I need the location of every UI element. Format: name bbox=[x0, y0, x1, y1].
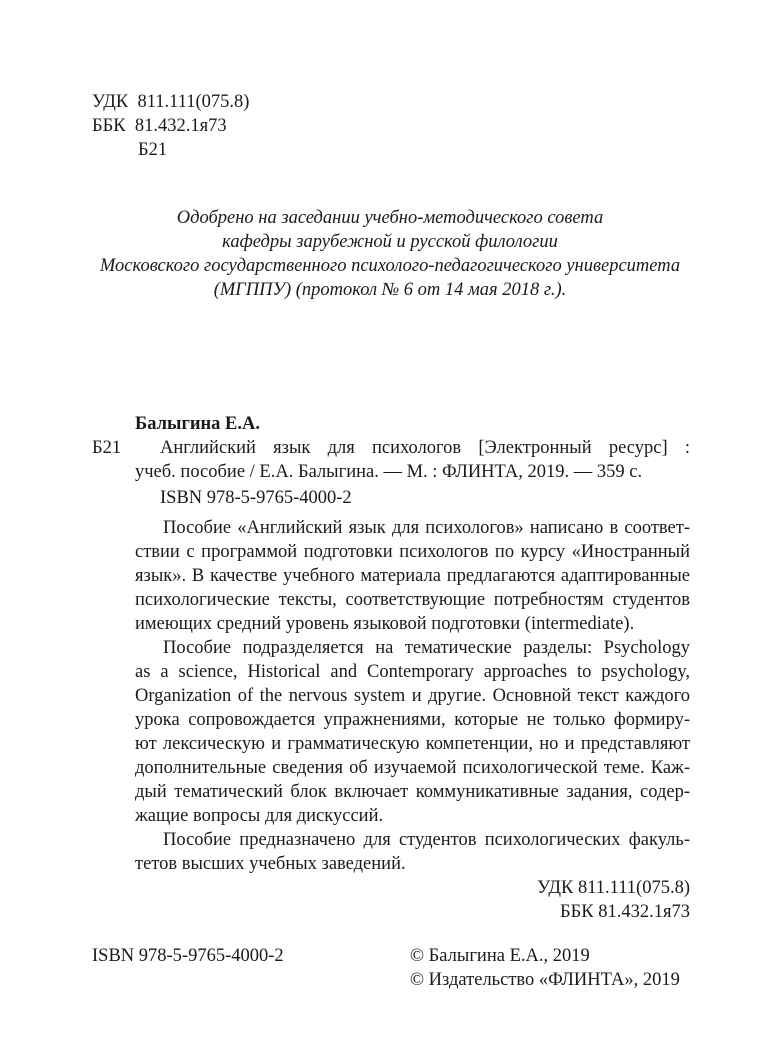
abstract-line: дый тематический блок включает коммуникативные задания, содер- bbox=[135, 782, 690, 802]
author-name: Балыгина Е.А. bbox=[135, 414, 261, 434]
abstract-line: ют лексическую и грамматическую компетенции, но и представляют bbox=[135, 734, 690, 754]
udc-code bbox=[92, 90, 249, 114]
bbk-label: ББК bbox=[92, 116, 126, 136]
approval-line: кафедры зарубежной и русской филологии bbox=[222, 232, 558, 252]
abstract-line: Пособие «Английский язык для психологов» написано в соответ- bbox=[163, 518, 690, 538]
bbk-code bbox=[92, 114, 227, 138]
author-mark-top: Б21 bbox=[138, 140, 168, 160]
approval-line: (МГППУ) (протокол № 6 от 14 мая 2018 г.). bbox=[213, 280, 567, 300]
copyright-publisher: © Издательство «ФЛИНТА», 2019 bbox=[410, 970, 680, 990]
approval-line: Одобрено на заседании учебно-методического совета bbox=[176, 208, 604, 228]
abstract-line: жащие вопросы для дискуссий. bbox=[135, 806, 384, 826]
copyright-author: © Балыгина Е.А., 2019 bbox=[410, 946, 590, 966]
approval-note bbox=[60, 206, 720, 302]
bbk-value: 81.432.1я73 bbox=[134, 116, 227, 136]
abstract-bbk: ББК 81.432.1я73 bbox=[560, 902, 690, 922]
udc-value: 811.111(075.8) bbox=[137, 92, 250, 112]
approval-line: Московского государственного психолого-педагогического университета bbox=[99, 256, 681, 276]
abstract-line: Пособие предназначено для студентов психологических факуль- bbox=[163, 830, 690, 850]
title-text-1: Английский язык для психологов [Электронный ресурс] : bbox=[160, 438, 690, 458]
abstract-line: тетов высших учебных заведений. bbox=[135, 854, 406, 874]
abstract-line: as a science, Historical and Contemporary approaches to psychology, bbox=[135, 662, 690, 682]
abstract bbox=[135, 516, 690, 924]
abstract-line: урока сопровождается упражнениями, которые не только формиру- bbox=[135, 710, 690, 730]
abstract-line: Organization of the nervous system и другие. Основной текст каждого bbox=[135, 686, 690, 706]
record-isbn: ISBN 978-5-9765-4000-2 bbox=[160, 488, 352, 508]
abstract-line: ствии с программой подготовки психологов по курсу «Иностранный bbox=[135, 542, 690, 562]
abstract-line: психологические тексты, соответствующие потребностям студентов bbox=[135, 590, 690, 610]
abstract-line: Пособие подразделяется на тематические разделы: Psychology bbox=[163, 638, 690, 658]
author-mark: Б21 bbox=[92, 438, 122, 458]
abstract-line: имеющих средний уровень языковой подготовки (intermediate). bbox=[135, 614, 635, 634]
abstract-line: язык». В качестве учебного материала предлагаются адаптированные bbox=[135, 566, 690, 586]
title-line-1 bbox=[160, 436, 690, 460]
abstract-line: дополнительные сведения об изучаемой психологической теме. Каж- bbox=[135, 758, 690, 778]
abstract-udc: УДК 811.111(075.8) bbox=[537, 878, 690, 898]
title-line-2: учеб. пособие / Е.А. Балыгина. — М. : ФЛИНТА, 2019. — 359 с. bbox=[135, 462, 643, 482]
udc-label: УДК bbox=[92, 92, 129, 112]
footer-isbn: ISBN 978-5-9765-4000-2 bbox=[92, 946, 284, 966]
